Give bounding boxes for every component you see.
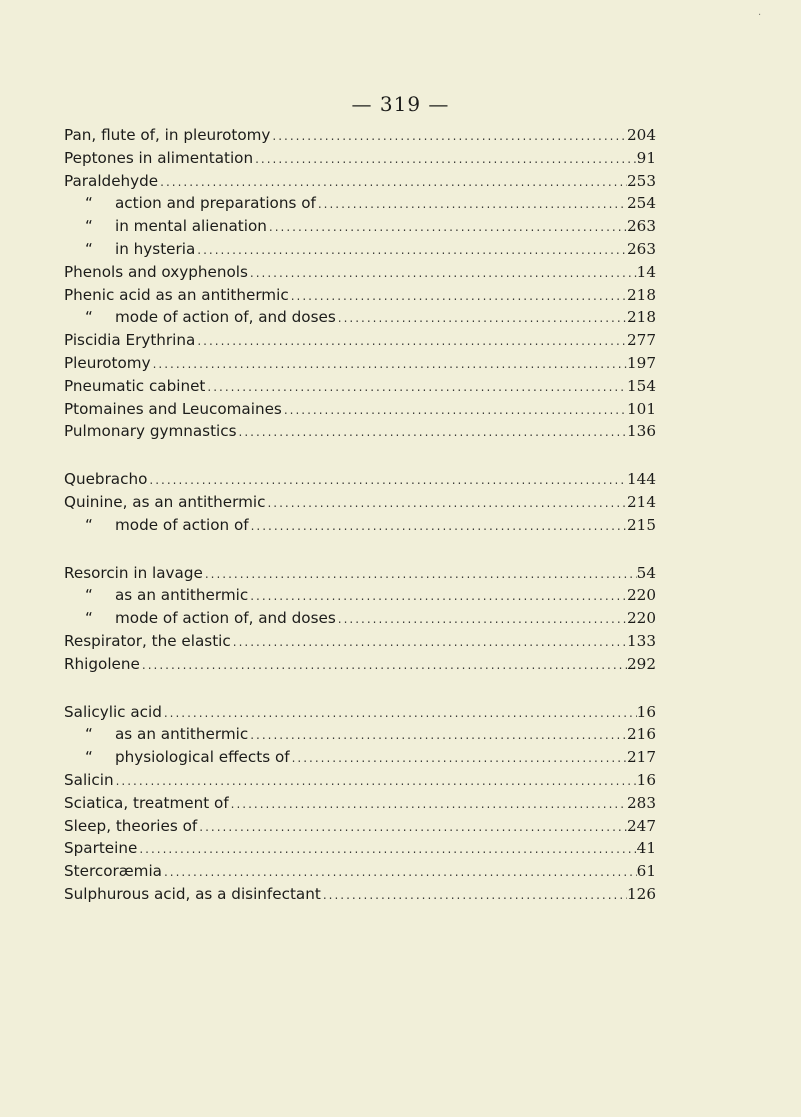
- entry-term: [64, 491, 265, 514]
- index-entry: [64, 630, 656, 653]
- entry-page-number: 277: [627, 331, 656, 350]
- index-subentry: [64, 306, 656, 329]
- entry-term: [64, 124, 270, 147]
- index-entry: [64, 837, 656, 860]
- entry-page-number: 217: [627, 748, 656, 767]
- entry-term: [64, 284, 289, 307]
- entry-term: [64, 170, 158, 193]
- index-entry: [64, 701, 656, 724]
- index-subentry: [64, 238, 656, 261]
- dot-leader: [147, 469, 627, 491]
- entry-page-number: 216: [627, 725, 656, 744]
- dot-leader: [162, 861, 637, 883]
- dot-leader: [270, 125, 627, 147]
- index-entry: [64, 329, 656, 352]
- entry-term: [64, 420, 237, 443]
- corner-mark: .: [758, 7, 762, 18]
- dot-leader: [265, 492, 627, 514]
- index-entry: [64, 170, 656, 193]
- entry-term: [64, 607, 336, 630]
- index-subentry: [64, 514, 656, 537]
- index-group: [64, 468, 656, 536]
- entry-page-number: 61: [636, 862, 656, 881]
- index-entry: [64, 815, 656, 838]
- index-entry: [64, 792, 656, 815]
- entry-term: [64, 562, 203, 585]
- entry-term-text: in mental alienation: [115, 217, 267, 236]
- dot-leader: [151, 353, 627, 375]
- entry-term-text: Pulmonary gymnastics: [64, 422, 237, 441]
- index-group: [64, 562, 656, 676]
- entry-page-number: 283: [627, 793, 656, 812]
- dot-leader: [248, 585, 627, 607]
- dot-leader: [162, 702, 637, 724]
- entry-term-text: Sparteine: [64, 839, 138, 858]
- index-subentry: [64, 584, 656, 607]
- entry-term-text: Peptones in alimentation: [64, 148, 254, 167]
- entry-term-text: as an antithermic: [115, 586, 249, 605]
- entry-term: [64, 860, 162, 883]
- entry-page-number: 218: [627, 285, 656, 304]
- dot-leader: [114, 770, 637, 792]
- dot-leader: [282, 399, 627, 421]
- dot-leader: [321, 884, 627, 906]
- entry-term-text: in hysteria: [115, 239, 196, 258]
- entry-page-number: 14: [636, 262, 656, 281]
- entry-term: [64, 723, 248, 746]
- entry-term-text: Sleep, theories of: [64, 816, 198, 835]
- dot-leader: [253, 148, 637, 170]
- entry-term-text: mode of action of, and doses: [115, 308, 336, 327]
- ditto-mark: “: [85, 308, 93, 327]
- entry-term: [64, 815, 197, 838]
- dot-leader: [140, 654, 627, 676]
- dot-leader: [137, 838, 636, 860]
- entry-term: [64, 352, 151, 375]
- entry-term-text: Pleurotomy: [64, 353, 151, 372]
- entry-page-number: 197: [627, 353, 656, 372]
- entry-term-text: as an antithermic: [115, 725, 249, 744]
- index-entry: [64, 860, 656, 883]
- entry-term-text: Phenic acid as an antithermic: [64, 285, 289, 304]
- dot-leader: [158, 171, 627, 193]
- dot-leader: [229, 793, 627, 815]
- ditto-mark: “: [85, 217, 93, 236]
- entry-page-number: 254: [627, 194, 656, 213]
- index-entry: [64, 883, 656, 906]
- entry-page-number: 263: [627, 239, 656, 258]
- dot-leader: [290, 747, 627, 769]
- index-entry: [64, 375, 656, 398]
- entry-term-text: Rhigolene: [64, 654, 140, 673]
- entry-term: [64, 398, 282, 421]
- entry-page-number: 41: [636, 839, 656, 858]
- dot-leader: [195, 239, 627, 261]
- entry-term-text: Quebracho: [64, 470, 148, 489]
- entry-term: [64, 792, 229, 815]
- dot-leader: [249, 515, 627, 537]
- entry-term: [64, 883, 321, 906]
- entry-term-text: Resorcin in lavage: [64, 563, 203, 582]
- entry-page-number: 253: [627, 171, 656, 190]
- entry-term-text: Pneumatic cabinet: [64, 376, 206, 395]
- entry-term: [64, 468, 147, 491]
- index-entry: [64, 352, 656, 375]
- dot-leader: [205, 376, 627, 398]
- entry-term-text: Salicylic acid: [64, 702, 162, 721]
- entry-term: [64, 238, 195, 261]
- index-entry: [64, 769, 656, 792]
- entry-term-text: mode of action of, and doses: [115, 609, 336, 628]
- dot-leader: [248, 724, 627, 746]
- entry-term-text: Sciatica, treatment of: [64, 793, 229, 812]
- index-entry: [64, 398, 656, 421]
- entry-page-number: 220: [627, 586, 656, 605]
- entry-term: [64, 514, 249, 537]
- index-group: [64, 124, 656, 443]
- entry-term-text: Stercoræmia: [64, 862, 162, 881]
- index-subentry: [64, 215, 656, 238]
- index-entry: [64, 653, 656, 676]
- index-entry: [64, 124, 656, 147]
- entry-page-number: 16: [636, 770, 656, 789]
- entry-term: [64, 584, 248, 607]
- dot-leader: [203, 563, 637, 585]
- entry-term: [64, 306, 336, 329]
- index-subentry: [64, 746, 656, 769]
- entry-term: [64, 769, 114, 792]
- entry-term-text: Piscidia Erythrina: [64, 331, 196, 350]
- index-subentry: [64, 723, 656, 746]
- entry-term: [64, 147, 253, 170]
- entry-term: [64, 375, 205, 398]
- dot-leader: [237, 421, 627, 443]
- dot-leader: [248, 262, 637, 284]
- entry-page-number: 54: [636, 563, 656, 582]
- entry-term: [64, 653, 140, 676]
- index-subentry: [64, 607, 656, 630]
- entry-term-text: Quinine, as an antithermic: [64, 492, 266, 511]
- index-entry: [64, 491, 656, 514]
- entry-term: [64, 837, 137, 860]
- entry-page-number: 91: [636, 148, 656, 167]
- entry-page-number: 292: [627, 654, 656, 673]
- entry-page-number: 214: [627, 492, 656, 511]
- index-group: [64, 701, 656, 906]
- index-entry: [64, 468, 656, 491]
- index-entry: [64, 261, 656, 284]
- entry-term: [64, 329, 195, 352]
- entry-term-text: action and preparations of: [115, 194, 316, 213]
- index-entry: [64, 284, 656, 307]
- entry-term-text: Salicin: [64, 770, 114, 789]
- dot-leader: [316, 193, 627, 215]
- entry-page-number: 220: [627, 609, 656, 628]
- dot-leader: [195, 330, 627, 352]
- dot-leader: [231, 631, 627, 653]
- entry-page-number: 126: [627, 884, 656, 903]
- entry-term: [64, 192, 316, 215]
- entry-page-number: 204: [627, 126, 656, 144]
- entry-page-number: 16: [636, 702, 656, 721]
- entry-term: [64, 701, 162, 724]
- index-entry: [64, 147, 656, 170]
- entry-term-text: Respirator, the elastic: [64, 631, 231, 650]
- entry-term-text: Ptomaines and Leucomaines: [64, 399, 282, 418]
- entry-term: [64, 746, 290, 769]
- dot-leader: [336, 608, 627, 630]
- entry-term: [64, 261, 248, 284]
- entry-term-text: Phenols and oxyphenols: [64, 262, 248, 281]
- dot-leader: [267, 216, 627, 238]
- index-entry: [64, 420, 656, 443]
- entry-term-text: Sulphurous acid, as a disinfectant: [64, 884, 321, 903]
- page-number: — 319 —: [351, 92, 450, 116]
- index-entry: [64, 562, 656, 585]
- ditto-mark: “: [85, 239, 93, 258]
- dot-leader: [289, 285, 627, 307]
- ditto-mark: “: [85, 515, 93, 534]
- index-list: [64, 124, 656, 931]
- entry-term: [64, 215, 267, 238]
- ditto-mark: “: [85, 725, 93, 744]
- ditto-mark: “: [85, 748, 93, 767]
- dot-leader: [197, 816, 627, 838]
- entry-term: [64, 630, 231, 653]
- entry-term-text: Paraldehyde: [64, 171, 159, 190]
- entry-page-number: 136: [627, 422, 656, 441]
- entry-page-number: 133: [627, 631, 656, 650]
- ditto-mark: “: [85, 586, 93, 605]
- ditto-mark: “: [85, 194, 93, 213]
- entry-page-number: 247: [627, 816, 656, 835]
- ditto-mark: “: [85, 609, 93, 628]
- entry-term-text: Pan, flute of, in pleurotomy: [64, 126, 271, 144]
- entry-page-number: 218: [627, 308, 656, 327]
- dot-leader: [336, 307, 627, 329]
- entry-page-number: 263: [627, 217, 656, 236]
- entry-page-number: 215: [627, 515, 656, 534]
- entry-term-text: mode of action of: [115, 515, 249, 534]
- index-subentry: [64, 192, 656, 215]
- entry-page-number: 144: [627, 470, 656, 489]
- entry-page-number: 154: [627, 376, 656, 395]
- entry-term-text: physiological effects of: [115, 748, 290, 767]
- entry-page-number: 101: [627, 399, 656, 418]
